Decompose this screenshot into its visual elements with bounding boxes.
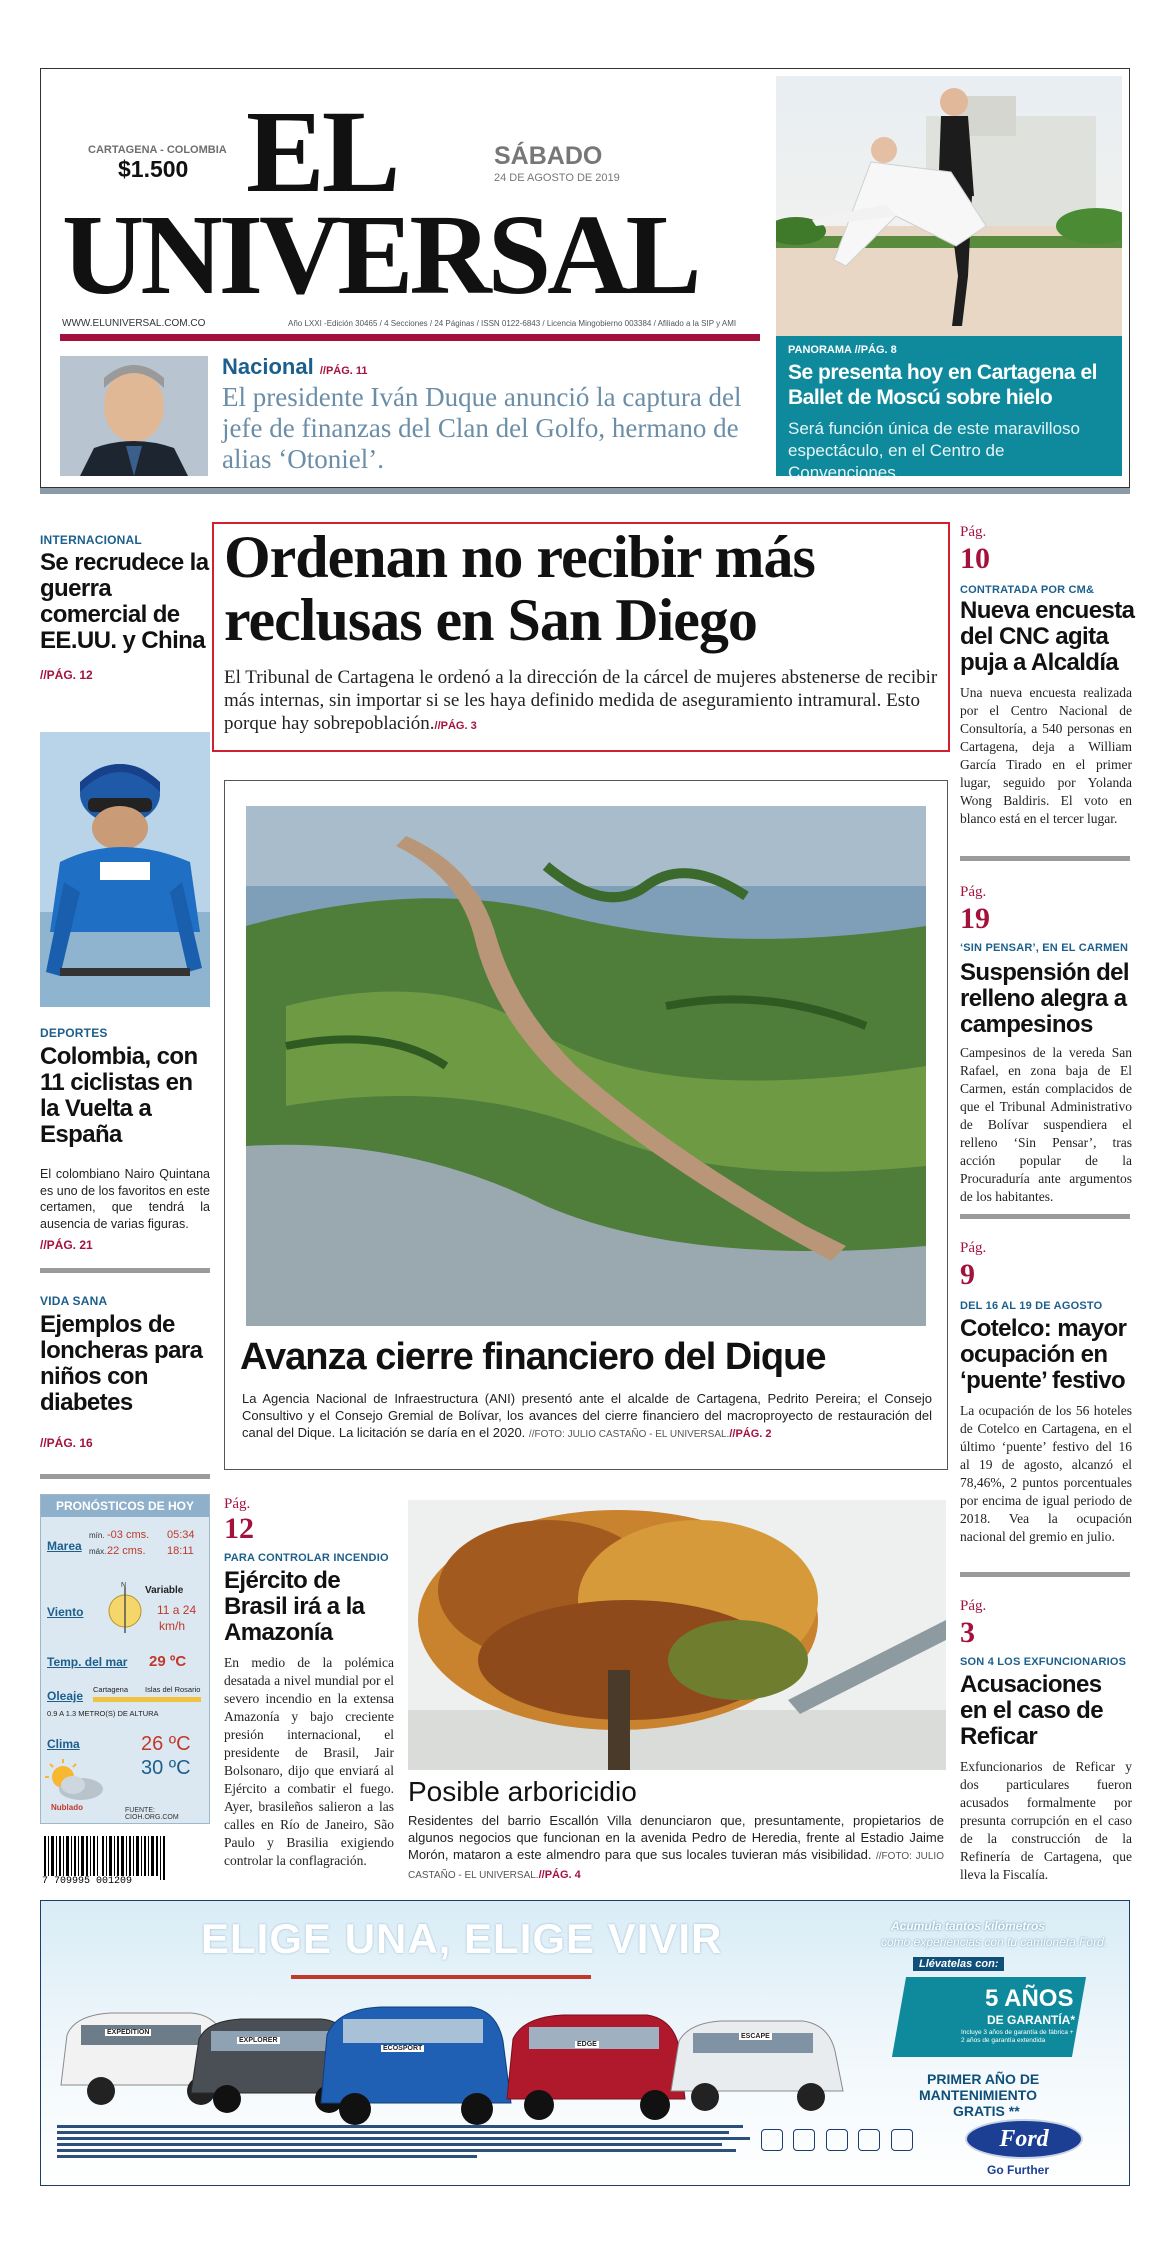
ford-feature-icons — [761, 2129, 941, 2155]
health-kicker: VIDA SANA — [40, 1294, 108, 1308]
ford-promo-line3: Llévatelas con: — [913, 1957, 1004, 1971]
amazon-pag-label: Pág. — [224, 1496, 251, 1512]
marea-min: -03 cms. — [107, 1529, 150, 1541]
reficar-body: Exfuncionarios de Reficar y dos particulares fueron acusados formalmente por presunta corrupción en el caso de la construcción de la Refinería de Cartagena, que lleva la Fiscalía. — [960, 1759, 1132, 1882]
national-section — [222, 354, 368, 380]
dique-photo-credit: //FOTO: JULIO CASTAÑO - EL UNIVERSAL. — [528, 1429, 730, 1440]
main-story-page-ref[interactable]: //PÁG. 3 — [434, 720, 477, 732]
left-rule-1 — [40, 1268, 210, 1273]
marea-min-time: 05:34 — [167, 1529, 195, 1541]
cotelco-headline[interactable]: Cotelco: mayor ocupación en ‘puente’ festivo — [960, 1315, 1127, 1394]
amazon-kicker: PARA CONTROLAR INCENDIO — [224, 1552, 389, 1564]
clima-high: 30 ºC — [141, 1757, 191, 1779]
cotelco-pag-number[interactable]: 9 — [960, 1258, 975, 1291]
dique-body — [242, 1390, 932, 1443]
panorama-body: Será función única de este maravilloso espectáculo, en el Centro de Convenciones. — [788, 419, 1080, 482]
right-rule-1 — [960, 856, 1130, 861]
health-page-ref[interactable]: //PÁG. 16 — [40, 1436, 93, 1450]
weather-source: FUENTE: CIOH.ORG.COM — [125, 1807, 179, 1821]
tree-photo-credit: //FOTO: JULIO CASTAÑO - EL UNIVERSAL. — [408, 1851, 944, 1881]
temp-mar-value: 29 ºC — [149, 1653, 187, 1670]
car-edge — [507, 2015, 685, 2120]
ford-tagline: Go Further — [987, 2163, 1049, 2177]
clima-label: Clima — [47, 1737, 80, 1751]
car-label-edge: EDGE — [577, 2041, 597, 2048]
reficar-kicker: SON 4 LOS EXFUNCIONARIOS — [960, 1656, 1127, 1668]
oleaje-label: Oleaje — [47, 1689, 84, 1703]
poll-body: Una nueva encuesta realizada por el Centro Nacional de Consultoría, a 540 personas en Cartagena, deja a William García Tirado en el primer lugar, seguido por Yolanda Wong Baldiris. El voto en blanco está en el tercer lugar. — [960, 685, 1132, 826]
poll-headline[interactable]: Nueva encuesta del CNC agita puja a Alcaldía — [960, 597, 1135, 676]
cotelco-kicker: DEL 16 AL 19 DE AGOSTO — [960, 1300, 1103, 1312]
reficar-pag-label: Pág. — [960, 1598, 987, 1614]
ford-warranty-sub: DE GARANTÍA* — [987, 2013, 1076, 2027]
panorama-headline: Se presenta hoy en Cartagena el Ballet de Moscú sobre hielo — [788, 361, 1097, 409]
international-kicker: INTERNACIONAL — [40, 533, 142, 547]
amazon-body: En medio de la polémica desatada a nivel mundial por el severo incendio en la extensa Amazonía y bajo creciente presión internacional, el presidente de Brasil, Jair Bolsonaro, dijo que enviará al Ejército a combatir el fuego. Ayer, brasileños salieron a las calles en Río de Janeiro, São Paulo y Brasilia exigiendo controlar la conflagración. — [224, 1655, 394, 1868]
ford-fine-print — [57, 2125, 757, 2173]
masthead-red-bar — [60, 334, 760, 341]
ford-ad-slogan: ELIGE UNA, ELIGE VIVIR — [201, 1915, 723, 1962]
ballet-image — [776, 76, 1122, 336]
masthead-location: CARTAGENA - COLOMBIA — [88, 144, 227, 156]
feature-5-icon — [891, 2129, 913, 2151]
svg-text:N: N — [121, 1582, 127, 1589]
dique-aerial-photo[interactable] — [246, 806, 926, 1326]
sports-kicker: DEPORTES — [40, 1026, 108, 1040]
masthead-website[interactable]: WWW.ELUNIVERSAL.COM.CO — [62, 318, 206, 329]
main-story-body-text: El Tribunal de Cartagena le ordenó a la dirección de la cárcel de mujeres abstenerse de recibir más internas, sin importar si se les haya definido medida de aseguramiento intramural. Esto porque hay sobrepoblación. — [224, 667, 938, 734]
oleaje-col1: Cartagena — [93, 1685, 129, 1694]
duque-photo[interactable] — [60, 356, 208, 476]
weather-title: PRONÓSTICOS DE HOY — [41, 1495, 209, 1517]
national-teaser-text[interactable]: El presidente Iván Duque anunció la captura del jefe de finanzas del Clan del Golfo, hermano de alias ‘Otoniel’. — [222, 382, 742, 474]
wind-compass-icon — [103, 1581, 147, 1637]
cloudy-sun-icon — [45, 1759, 107, 1803]
marea-max-time: 18:11 — [167, 1545, 194, 1557]
ford-cars — [51, 1975, 891, 2125]
duque-image — [60, 356, 208, 476]
feature-3-icon — [826, 2129, 848, 2151]
tree-headline[interactable]: Posible arboricidio — [408, 1776, 637, 1807]
landfill-headline[interactable]: Suspensión del relleno alegra a campesinos — [960, 959, 1129, 1038]
oleaje-value: 0.9 A 1.3 METRO(S) DE ALTURA — [47, 1709, 159, 1718]
oleaje-bar — [93, 1697, 201, 1702]
cotelco-body: La ocupación de los 56 hoteles de Cotelco en Cartagena, en el último ‘puente’ festivo del 16 al 19 de agosto, alcanzó el 78,46%, 2 puntos porcentuales por encima de igual periodo de 2018. Vea la ocupación nacional del gremio en julio. — [960, 1403, 1132, 1544]
panorama-box[interactable] — [776, 336, 1122, 482]
masthead-day: SÁBADO — [494, 142, 603, 170]
amazon-pag-number[interactable]: 12 — [224, 1512, 254, 1545]
feature-4-icon — [858, 2129, 880, 2151]
left-rule-2 — [40, 1474, 210, 1479]
masthead-price: $1.500 — [118, 156, 189, 182]
clima-state: Nublado — [51, 1803, 83, 1812]
national-page-ref[interactable]: //PÁG. 11 — [319, 365, 368, 377]
ford-warranty-big: 5 AÑOS — [985, 1985, 1074, 2012]
cotelco-pag-label: Pág. — [960, 1240, 987, 1256]
poll-pag-label: Pág. — [960, 524, 987, 540]
temp-mar-label: Temp. del mar — [47, 1655, 128, 1669]
viento-label: Viento — [47, 1605, 84, 1619]
ford-logo-text: Ford — [999, 2126, 1049, 2152]
car-ecosport — [321, 2007, 511, 2125]
health-headline[interactable]: Ejemplos de loncheras para niños con diabetes — [40, 1311, 203, 1416]
poll-pag-number[interactable]: 10 — [960, 542, 990, 575]
ford-promo-line1: Acumula tantos kilómetros — [891, 1919, 1046, 1933]
tree-image — [408, 1500, 946, 1770]
sports-page-ref[interactable]: //PÁG. 21 — [40, 1238, 93, 1252]
tree-body — [408, 1812, 944, 1884]
marea-max: 22 cms. — [107, 1545, 146, 1557]
international-page-ref[interactable]: //PÁG. 12 — [40, 668, 93, 682]
landfill-pag-number[interactable]: 19 — [960, 902, 990, 935]
feature-2-icon — [793, 2129, 815, 2151]
ford-promo-line2: como experiencias con tu camioneta Ford. — [881, 1935, 1108, 1949]
main-story-headline: Ordenan no recibir más reclusas en San Diego — [224, 524, 815, 653]
ford-maint-3: GRATIS ** — [953, 2103, 1020, 2119]
barcode — [40, 1836, 180, 1888]
marea-max-label: máx. — [89, 1547, 107, 1556]
reficar-headline[interactable]: Acusaciones en el caso de Reficar — [960, 1671, 1103, 1750]
viento-unit: km/h — [159, 1619, 186, 1633]
viento-direction: Variable — [145, 1585, 184, 1596]
masthead-date: 24 DE AGOSTO DE 2019 — [494, 172, 620, 184]
viento-speed: 11 a 24 — [157, 1603, 197, 1617]
car-label-expedition: EXPEDITION — [107, 2029, 150, 2036]
main-story-body — [224, 666, 942, 738]
dique-body-text: La Agencia Nacional de Infraestructura (ANI) presentó ante el alcalde de Cartagena, Pedrito Pereira; el Consejo Consultivo y el Consejo Gremial de Bolívar, los avances del cierre financiero del macroproyecto de restauración del canal del Dique. La licitación se daría en el 2020. — [242, 1391, 932, 1440]
international-headline[interactable]: Se recrudece la guerra comercial de EE.UU. y China — [40, 549, 209, 654]
sports-body: El colombiano Nairo Quintana es uno de los favoritos en este certamen, que tendrá la ausencia de varias figuras. — [40, 1167, 210, 1231]
amazon-headline[interactable]: Ejército de Brasil irá a la Amazonía — [224, 1567, 365, 1646]
car-label-explorer: EXPLORER — [239, 2037, 278, 2044]
feature-1-icon — [761, 2129, 783, 2151]
masthead-edition-info: Año LXXI -Edición 30465 / 4 Secciones / 24 Páginas / ISSN 0122-6843 / Licencia Mingobierno 003384 / Afiliado a la SIP y AMI — [288, 319, 737, 328]
masthead-logo-universal: UNIVERSAL — [62, 191, 698, 318]
landfill-pag-label: Pág. — [960, 884, 987, 900]
masthead-bottom-rule — [40, 488, 1130, 494]
panorama-kicker: PANORAMA //PÁG. 8 — [788, 344, 897, 356]
clima-low: 26 ºC — [141, 1733, 191, 1755]
reficar-pag-number[interactable]: 3 — [960, 1616, 975, 1649]
tree-page-ref[interactable]: //PÁG. 4 — [538, 1869, 581, 1881]
dique-page-ref[interactable]: //PÁG. 2 — [729, 1428, 772, 1440]
tree-body-text: Residentes del barrio Escallón Villa denunciaron que, presuntamente, propietarios de algunos negocios que funcionan en la avenida Pedro de Heredia, frente al Estadio Jaime Morón, mataron a este almendro para que sus locales tuvieran más visibilidad. — [408, 1813, 944, 1862]
ford-logo[interactable] — [965, 2119, 1083, 2159]
barcode-number: 7 709995 001209 — [42, 1876, 133, 1887]
sports-headline[interactable]: Colombia, con 11 ciclistas en la Vuelta a España — [40, 1043, 198, 1148]
car-label-ecosport: ECOSPORT — [383, 2045, 423, 2052]
weather-box — [40, 1494, 210, 1824]
ballet-photo[interactable] — [776, 76, 1122, 336]
masthead-logo-el: EL — [246, 86, 398, 217]
marea-label: Marea — [47, 1539, 82, 1553]
dique-aerial-image — [246, 806, 926, 1326]
tree-photo[interactable] — [408, 1500, 946, 1770]
oleaje-col2: Islas del Rosario — [145, 1685, 201, 1694]
right-rule-2 — [960, 1214, 1130, 1219]
car-label-escape: ESCAPE — [741, 2033, 770, 2040]
poll-kicker: CONTRATADA POR CM& — [960, 584, 1095, 596]
landfill-kicker: ‘SIN PENSAR’, EN EL CARMEN — [960, 942, 1129, 954]
landfill-body: Campesinos de la vereda San Rafael, en zona baja de El Carmen, están complacidos de que el Tribunal Administrativo de Bolívar suspendiera el relleno ‘Sin Pensar’, tras acción popular de la Procuraduría ante argumentos de los habitantes. — [960, 1045, 1132, 1204]
ford-maint-1: PRIMER AÑO DE — [927, 2071, 1040, 2087]
national-section-label: Nacional — [222, 354, 314, 379]
cyclist-photo[interactable] — [40, 732, 210, 1007]
dique-headline[interactable]: Avanza cierre financiero del Dique — [240, 1336, 826, 1378]
barcode-bars — [40, 1836, 180, 1880]
right-rule-3 — [960, 1572, 1130, 1577]
cyclist-image — [40, 732, 210, 1007]
ford-ad[interactable] — [40, 1900, 1130, 2186]
ford-warranty-detail: Incluye 3 años de garantía de fábrica + 2 años de garantía extendida — [961, 2029, 1074, 2044]
ford-maint-2: MANTENIMIENTO — [919, 2087, 1037, 2103]
marea-min-label: mín. — [89, 1531, 105, 1540]
